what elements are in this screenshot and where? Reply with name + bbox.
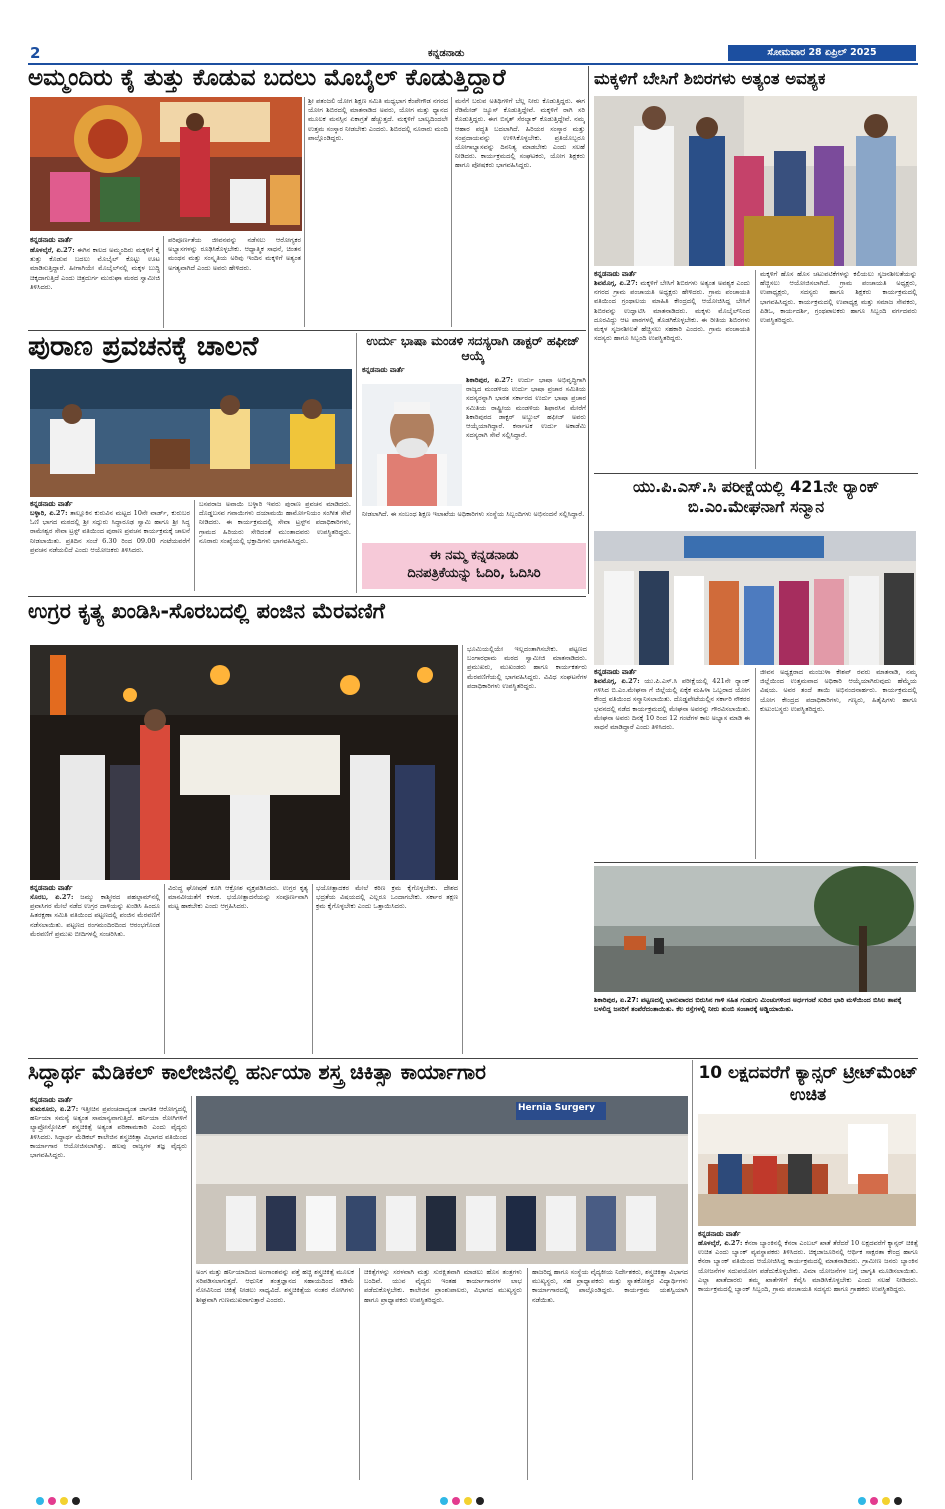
a5-place: ಶಿವಮೊಗ್ಗ, ಏ.27: (594, 677, 640, 685)
dot-yellow-icon (464, 1497, 472, 1505)
a6-text-col1: ಜಮ್ಮು ಕಾಶ್ಮೀರದ ಪಹಲ್ಗಾಮ್‌ನಲ್ಲಿ ಪ್ರವಾಸಿಗರ ಮೇಲೆ ನಡೆದ ಉಗ್ರರ ದಾಳಿಯನ್ನು ಖಂಡಿಸಿ ಹಿಂದೂ ಹಿತರಕ್ಷಣಾ ಸಮಿತಿ ವತಿಯಿಂದ ಪಟ್ಟಣದಲ್ಲಿ ಪಂಜಿನ ಮೆರವಣಿಗೆ ನಡೆಸಲಾಯಿತು. ಪಟ್ಟಣದ ರಂಗಮಂದಿರದಿಂದ ಆರಂಭಗೊಂಡ ಮೆರವಣಿಗೆ ಪ್ರಮುಖ ಬೀದಿಗಳಲ್ಲಿ ಸಂಚರಿಸಿತು. (30, 893, 160, 938)
a2-body-col1 (594, 279, 750, 469)
dot-magenta-icon (870, 1497, 878, 1505)
dot-black-icon (894, 1497, 902, 1505)
a1-place: ಹೊಳಲ್ಕೆರೆ, ಏ.27: (30, 246, 75, 254)
promo-line2: ದಿನಪತ್ರಿಕೆಯನ್ನು ಓದಿರಿ, ಓದಿಸಿರಿ (407, 566, 541, 581)
dot-magenta-icon (452, 1497, 460, 1505)
headline-urdu-board (362, 333, 584, 363)
a6-col-rule-2 (312, 884, 313, 1054)
a8-dateline: ಕನ್ನಡನಾಡು ವಾರ್ತೆ (30, 1096, 73, 1104)
a3-body-col1 (30, 509, 190, 591)
a6-body-col1 (30, 893, 160, 1053)
a2-text-col1: ಮಕ್ಕಳಿಗೆ ಬೇಸಿಗೆ ಶಿಬಿರಗಳು ಅತ್ಯಂತ ಅವಶ್ಯಕ ಎಂದು ನಗರದ ಗ್ರಾಮ ಪಂಚಾಯತಿ ಅಧ್ಯಕ್ಷರು ಹೇಳಿದರು. ಗ್ರಾಮ ಪಂಚಾಯತಿ ವತಿಯಿಂದ ಗ್ರಂಥಾಲಯ ಮಾಹಿತಿ ಕೇಂದ್ರದಲ್ಲಿ ಆಯೋಜಿಸಿದ್ದ ಬೇಸಿಗೆ ಶಿಬಿರವನ್ನು ಉದ್ಘಾಟಿಸಿ ಮಾತನಾಡಿದರು. ಮಕ್ಕಳು ಮೊಬೈಲ್‌ನಿಂದ ದೂರವಿದ್ದು ಆಟ ಪಾಠಗಳಲ್ಲಿ ತೊಡಗಿಕೊಳ್ಳಬೇಕು. ಈ ರೀತಿಯ ಶಿಬಿರಗಳು ಮಕ್ಕಳ ಸೃಜನಶೀಲತೆ ಹೆಚ್ಚಿಸಲು ಸಹಕಾರಿ ಎಂದರು. ಗ್ರಾಮ ಪಂಚಾಯತಿ ಸದಸ್ಯರು ಹಾಗೂ ಸಿಬ್ಬಂದಿ ಉಪಸ್ಥಿತರಿದ್ದರು. (594, 279, 750, 343)
dot-cyan-icon (858, 1497, 866, 1505)
paper-name: ಕನ್ನಡನಾಡು (428, 48, 465, 59)
dot-cyan-icon (440, 1497, 448, 1505)
a1-body-col2: ಪರಿಪೂರ್ಣತೆಯ ಜೀವನವನ್ನು ನಡೆಸಲು ಆರೋಗ್ಯಕರ ಅಭ್ಯಾಸಗಳನ್ನು ರೂಢಿಸಿಕೊಳ್ಳಬೇಕು. ಆಧ್ಯಾತ್ಮಿಕ ಸಾಧನೆ, ಚಿಂತನ ಮಂಥನ ಮತ್ತು ಸಂಸ್ಕೃತಿಯ ಅರಿವು ಇಂದಿನ ಮಕ್ಕಳಿಗೆ ಅತ್ಯಂತ ಅಗತ್ಯವಾಗಿದೆ ಎಂದು ಅವರು ಹೇಳಿದರು. (168, 236, 301, 272)
rule-a5-a7 (594, 862, 918, 863)
a9-place: ಹೊಳಲ್ಕೆರೆ, ಏ.27: (698, 1239, 743, 1247)
a4-body-col2: ನೀಡಲಾಗಿದೆ. ಈ ಸಂಬಂಧ ಶಿಕ್ಷಣ ಇಲಾಖೆಯ ಅಧಿಕಾರಿಗಳು ಸಂಸ್ಥೆಯ ಸಿಬ್ಬಂದಿಗಳು ಅಭಿನಂದನೆ ಸಲ್ಲಿಸಿದ್ದಾರೆ. (362, 510, 585, 518)
photo-upsc-felicitation (594, 531, 916, 665)
photo-summer-camp-lamp (594, 96, 917, 266)
a1-text-col1: ಈಗಿನ ಕಾಲದ ಅಮ್ಮಂದಿರು ಮಕ್ಕಳಿಗೆ ಕೈ ತುತ್ತು ಕೊಡುವ ಬದಲು ಮೊಬೈಲ್ ಕೊಟ್ಟು ಊಟ ಮಾಡಿಸುತ್ತಿದ್ದಾರೆ. ಹೀಗಾಗಿಯೇ ಮೊಬೈಲ್‌ನಲ್ಲಿ ಮಕ್ಕಳ ಬುದ್ಧಿ ಚಿಕ್ಕದಾಗುತ್ತಿದೆ ಎಂದು ಚಿತ್ರದುರ್ಗ ಮುರುಘಾ ಮಠದ ಸ್ವಾಮೀಜಿ ತಿಳಿಸಿದರು. (30, 246, 160, 291)
a9-text-col1: ಕೆನರಾ ಬ್ಯಾಂಕಿನಲ್ಲಿ ಕೆನರಾ ಎಂಬಲ್ ಖಾತೆ ತೆರೆದರೆ 10 ಲಕ್ಷದವರೆಗೆ ಕ್ಯಾನ್ಸರ್ ಚಿಕಿತ್ಸೆ ಉಚಿತ ಎಂದು ಬ್ಯಾಂಕ್ ವ್ಯವಸ್ಥಾಪಕರು ತಿಳಿಸಿದರು. ಚಿಕ್ಕಜಾಜೂರಿನಲ್ಲಿ ಆರ್ಥಿಕ ಸಾಕ್ಷರತಾ ಕೇಂದ್ರ ಹಾಗೂ ಕೆನರಾ ಬ್ಯಾಂಕ್ ವತಿಯಿಂದ ಆಯೋಜಿಸಿದ್ದ ಕಾರ್ಯಕ್ರಮದಲ್ಲಿ ಮಾತನಾಡಿದರು. ಗ್ರಾಮೀಣ ಜನರು ಬ್ಯಾಂಕಿನ ಯೋಜನೆಗಳ ಸದುಪಯೋಗ ಪಡೆದುಕೊಳ್ಳಬೇಕು. ವಿಮಾ ಯೋಜನೆಗಳ ಬಗ್ಗೆ ಜಾಗೃತಿ ಮೂಡಿಸಲಾಯಿತು. ಎಲ್ಲಾ ಖಾತೆದಾರರು ತಮ್ಮ ಖಾತೆಗಳಿಗೆ ಕೆವೈಸಿ ಮಾಡಿಸಿಕೊಳ್ಳಬೇಕು ಎಂದು ಸಲಹೆ ನೀಡಿದರು. ಕಾರ್ಯಕ್ರಮದಲ್ಲಿ ಬ್ಯಾಂಕ್ ಸಿಬ್ಬಂದಿ, ಗ್ರಾಮ ಪಂಚಾಯತಿ ಸದಸ್ಯರು ಹಾಗೂ ಗ್ರಾಹಕರು ಉಪಸ್ಥಿತರಿದ್ದರು. (698, 1239, 918, 1294)
a2-dateline: ಕನ್ನಡನಾಡು ವಾರ್ತೆ (594, 270, 637, 278)
a8-a9-rule (692, 1060, 693, 1480)
a1-col-rule-3 (451, 97, 452, 327)
page-column-rule (588, 66, 589, 594)
rule-a2-a5 (594, 473, 918, 474)
photo-rain (594, 866, 916, 992)
a6-col-rule-3 (462, 645, 463, 1054)
a3-place: ಬಳ್ಳಾರಿ, ಏ.27: (30, 509, 68, 517)
headline-urdu-board-text: ಉರ್ದು ಭಾಷಾ ಮಂಡಳಿ ಸದಸ್ಯರಾಗಿ ಡಾಕ್ಟರ್ ಹಫೀಜ್ ಆಯ್ಕೆ (366, 333, 580, 363)
a1-col-rule-2 (304, 97, 305, 327)
a9-body-col1 (698, 1239, 918, 1480)
a8-text-col1: ಇತ್ತೀಚಿನ ಪ್ರಪಂಚದಾದ್ಯಂತ ಜಾಗತಿಕ ಆರೋಗ್ಯದಲ್ಲಿ ಹರ್ನಿಯಾ ಸಮಸ್ಯೆ ಅತ್ಯಂತ ಸಾಮಾನ್ಯವಾಗುತ್ತಿದೆ. ಹರ್ನಿಯಾ ರೋಗಿಗಳಿಗೆ ಲ್ಯಾಪ್ರೋಸ್ಕೋಪಿಕ್ ಶಸ್ತ್ರಚಿಕಿತ್ಸೆ ಅತ್ಯಂತ ಪರಿಣಾಮಕಾರಿ ಎಂದು ವೈದ್ಯರು ತಿಳಿಸಿದರು. ಸಿದ್ಧಾರ್ಥ ಮೆಡಿಕಲ್ ಕಾಲೇಜಿನ ಶಸ್ತ್ರಚಿಕಿತ್ಸಾ ವಿಭಾಗದ ವತಿಯಿಂದ ಕಾರ್ಯಾಗಾರ ಆಯೋಜಿಸಲಾಗಿತ್ತು. ಹಲವು ರಾಜ್ಯಗಳ ತಜ್ಞ ವೈದ್ಯರು ಭಾಗವಹಿಸಿದ್ದರು. (30, 1105, 187, 1160)
a5-text-col1: ಯು.ಪಿ.ಎಸ್.ಸಿ ಪರೀಕ್ಷೆಯಲ್ಲಿ 421ನೇ ರ್‍ಯಾಂಕ್ ಗಳಿಸಿದ ಬಿ.ಎಂ.ಮೇಘನಾ ಗೆ ಜಿಲ್ಲೆಯಲ್ಲಿ ಏಕೈಕ ಮಹಿಳಾ ಒಬ್ಬರಾದ ಯೋಗ ಕೇಂದ್ರ ವತಿಯಿಂದ ಸನ್ಮಾನಿಸಲಾಯಿತು. ದೊಡ್ಡಪೇಟೆಯಲ್ಲಿನ ಸರ್ಕಾರಿ ನೌಕರರ ಭವನದಲ್ಲಿ ನಡೆದ ಕಾರ್ಯಕ್ರಮದಲ್ಲಿ ಮೇಘನಾ ಅವರನ್ನು ಗೌರವಿಸಲಾಯಿತು. ಮೇಘನಾ ಅವರು ದಿನಕ್ಕೆ 10 ರಿಂದ 12 ಗಂಟೆಗಳ ಕಾಲ ಅಭ್ಯಾಸ ಮಾಡಿ ಈ ಸಾಧನೆ ಮಾಡಿದ್ದಾರೆ ಎಂದು ತಿಳಿಸಿದರು. (594, 677, 750, 732)
a8-body-col4: ಹಾಜರಿದ್ದ ಹಾಗೂ ಸಂಸ್ಥೆಯ ವೈದ್ಯಕೀಯ ನಿರ್ದೇಶಕರು, ಶಸ್ತ್ರಚಿಕಿತ್ಸಾ ವಿಭಾಗದ ಮುಖ್ಯಸ್ಥರು, ಸಹ ಪ್ರಾಧ್ಯಾಪಕರು ಮತ್ತು ಸ್ನಾತಕೋತ್ತರ ವಿದ್ಯಾರ್ಥಿಗಳು ಕಾರ್ಯಾಗಾರದಲ್ಲಿ ಪಾಲ್ಗೊಂಡಿದ್ದರು. ಕಾರ್ಯಕ್ರಮ ಯಶಸ್ವಿಯಾಗಿ ನಡೆಯಿತು. (532, 1268, 688, 1304)
photo-banner-text: Hernia Surgery (518, 1103, 595, 1113)
promo-line1: ಈ ನಮ್ಮ ಕನ್ನಡನಾಡು (429, 548, 519, 563)
a6-body-col4: ಭೂಮಿಯಲ್ಲಿಯೇ ಇಲ್ಲದಂತಾಗಿಸಬೇಕು. ಪಟ್ಟಣದ ಬಂಗಾರಧಾಮ ಮಠದ ಸ್ವಾಮೀಜಿ ಮಾತನಾಡಿದರು. ಪ್ರಮುಖರು, ಮುಖಂಡರು ಹಾಗೂ ಕಾರ್ಯಕರ್ತರು ಮೆರವಣಿಗೆಯಲ್ಲಿ ಭಾಗವಹಿಸಿದ್ದರು. ವಿವಿಧ ಸಂಘಟನೆಗಳ ಪದಾಧಿಕಾರಿಗಳು ಉಪಸ್ಥಿತರಿದ್ದರು. (467, 645, 587, 690)
a8-col-rule-1 (191, 1096, 192, 1480)
a8-body-col1 (30, 1105, 187, 1480)
photo-yoga-camp-stage (30, 97, 302, 231)
a8-body-col2: ಅಂಗ ಮತ್ತು ಹರ್ನಿಯಾದಿಂದ ಅಂಗಾಂಶವನ್ನು ಪತ್ತೆ ಹಚ್ಚಿ ಶಸ್ತ್ರಚಿಕಿತ್ಸೆ ಮೂಲಕ ಸರಿಪಡಿಸಲಾಗುತ್ತದೆ. ಆಧುನಿಕ ತಂತ್ರಜ್ಞಾನದ ಸಹಾಯದಿಂದ ಕಡಿಮೆ ನೋವಿನಿಂದ ಚಿಕಿತ್ಸೆ ನೀಡಲು ಸಾಧ್ಯವಿದೆ. ಶಸ್ತ್ರಚಿಕಿತ್ಸೆಯ ನಂತರ ರೋಗಿಗಳು ಶೀಘ್ರವಾಗಿ ಗುಣಮುಖರಾಗುತ್ತಾರೆ ಎಂದರು. (196, 1268, 354, 1304)
photo-torch-procession (30, 645, 458, 880)
a3-dateline: ಕನ್ನಡನಾಡು ವಾರ್ತೆ (30, 500, 73, 508)
a8-place: ತುಮಕೂರು, ಏ.27: (30, 1105, 79, 1113)
dot-magenta-icon (48, 1497, 56, 1505)
a3-a4-rule (356, 333, 357, 593)
masthead (28, 46, 918, 62)
a8-col-rule-3 (527, 1268, 528, 1480)
promo-box (362, 543, 586, 589)
dot-black-icon (72, 1497, 80, 1505)
registration-dots-right (858, 1490, 906, 1509)
photo-purana-stage (30, 369, 352, 497)
a5-col-rule (755, 668, 756, 859)
a9-dateline: ಕನ್ನಡನಾಡು ವಾರ್ತೆ (698, 1230, 741, 1238)
a6-col-rule-1 (164, 884, 165, 1054)
a6-body-col3: ಭಯೋತ್ಪಾದಕರ ಮೇಲೆ ಕಠಿಣ ಕ್ರಮ ಕೈಗೊಳ್ಳಬೇಕು. ದೇಶದ ಭದ್ರತೆಯ ವಿಷಯದಲ್ಲಿ ಎಲ್ಲರೂ ಒಂದಾಗಬೇಕು. ಸರ್ಕಾರ ತಕ್ಷಣ ಕ್ರಮ ಕೈಗೊಳ್ಳಬೇಕು ಎಂದು ಒತ್ತಾಯಿಸಿದರು. (316, 884, 458, 911)
headline-hernia-workshop: ಸಿದ್ಧಾರ್ಥ ಮೆಡಿಕಲ್ ಕಾಲೇಜಿನಲ್ಲಿ ಹರ್ನಿಯಾ ಶಸ್ತ್ರ ಚಿಕಿತ್ಸಾ ಕಾರ್ಯಾಗಾರ (28, 1060, 487, 1084)
a8-body-col3: ಚಿಕಿತ್ಸೆಗಳನ್ನು ಸರಳವಾಗಿ ಮತ್ತು ಸುರಕ್ಷಿತವಾಗಿ ಮಾಡಲು ಹೊಸ ತಂತ್ರಗಳು ಬಂದಿವೆ. ಯುವ ವೈದ್ಯರು ಇಂತಹ ಕಾರ್ಯಾಗಾರಗಳ ಲಾಭ ಪಡೆದುಕೊಳ್ಳಬೇಕು. ಕಾಲೇಜಿನ ಪ್ರಾಂಶುಪಾಲರು, ವಿಭಾಗದ ಮುಖ್ಯಸ್ಥರು ಹಾಗೂ ಪ್ರಾಧ್ಯಾಪಕರು ಉಪಸ್ಥಿತರಿದ್ದರು. (364, 1268, 522, 1304)
dot-yellow-icon (60, 1497, 68, 1505)
a3-text-col1: ತಾಲ್ಲೂಕಿನ ಕುರುವಿನ ಮಟ್ಟದ 10ನೇ ವಾರ್ಡ್, ಕುರುಬರ ಓಣಿ ಭಾಗದ ಮಠದಲ್ಲಿ ಶ್ರೀ ಸದ್ಗುರು ಸಿದ್ಧಾರೂಢ ಸ್ವಾಮಿ ಹಾಗೂ ಶ್ರೀ ಸಿದ್ಧ ರಾಮೇಶ್ವರ ಸೇವಾ ಟ್ರಸ್ಟ್ ವತಿಯಿಂದ ಪುರಾಣ ಪ್ರವಚನ ಕಾರ್ಯಕ್ರಮಕ್ಕೆ ಚಾಲನೆ ನೀಡಲಾಯಿತು. ಪ್ರತಿದಿನ ಸಂಜೆ 6.30 ರಿಂದ 09.00 ಗಂಟೆಯವರೆಗೆ ಪ್ರವಚನ ನಡೆಯಲಿದೆ ಎಂದು ಆಯೋಜಕರು ತಿಳಿಸಿದರು. (30, 509, 190, 554)
dot-black-icon (476, 1497, 484, 1505)
registration-dots-mid (440, 1490, 488, 1509)
a3-col-rule (194, 500, 195, 591)
a1-col-rule (163, 236, 164, 328)
headline-sorab-procession: ಉಗ್ರರ ಕೃತ್ಯ ಖಂಡಿಸಿ-ಸೊರಬದಲ್ಲಿ ಪಂಜಿನ ಮೆರವಣಿಗೆ (28, 599, 385, 623)
a1-body-col1 (30, 246, 160, 328)
a3-body-col2: ಬಸವರಾಜ ಅವಾಯಿ ಬಳ್ಳಾರಿ ಇವರು ಪುರಾಣ ಪ್ರವಚನ ಮಾಡಿದರು. ದೊಡ್ಡಬಸವ ಗವಾಯಿಗಳು ದಯಾಮಯಿ ಹಾರ್ಮೋನಿಯಂ ಸಂಗೀತ ಸೇವೆ ನೀಡಿದರು. ಈ ಕಾರ್ಯಕ್ರಮದಲ್ಲಿ ಸೇವಾ ಟ್ರಸ್ಟ್‌ನ ಪದಾಧಿಕಾರಿಗಳು, ಗ್ರಾಮದ ಹಿರಿಯರು ಸೇರಿದಂತೆ ಮುಂತಾದವರು ಉಪಸ್ಥಿತರಿದ್ದರು. ನೂರಾರು ಸಂಖ್ಯೆಯಲ್ಲಿ ಭಕ್ತಾದಿಗಳು ಭಾಗವಹಿಸಿದ್ದರು. (199, 500, 351, 545)
a1-body-col3: ಶ್ರೀ ಪತಂಜಲಿ ಯೋಗ ಶಿಕ್ಷಣ ಸಮಿತಿ ಮಧ್ಯಭಾಗ ಕೆಂಪೇಗೌಡ ನಗರದ ಯೋಗ ಶಿಬಿರದಲ್ಲಿ ಮಾತನಾಡಿದ ಅವರು, ಯೋಗ ಮತ್ತು ಧ್ಯಾನದ ಮೂಲಕ ಮನಸ್ಸಿನ ಏಕಾಗ್ರತೆ ಹೆಚ್ಚುತ್ತದೆ. ಮಕ್ಕಳಿಗೆ ಬಾಲ್ಯದಿಂದಲೇ ಉತ್ತಮ ಸಂಸ್ಕಾರ ನೀಡಬೇಕು ಎಂದರು. ಶಿಬಿರದಲ್ಲಿ ನೂರಾರು ಮಂದಿ ಪಾಲ್ಗೊಂಡಿದ್ದರು. (308, 97, 448, 142)
a6-place: ಸೊರಬ, ಏ.27: (30, 893, 74, 901)
registration-dots-left (36, 1490, 84, 1509)
a1-dateline: ಕನ್ನಡನಾಡು ವಾರ್ತೆ (30, 236, 73, 244)
page-number: 2 (30, 44, 41, 62)
a5-body-col2: ಜೀವನ ಅಧ್ಯಕ್ಷರಾದ ಮಂಜುಳಾ ಕೇಶವ್ ರವರು ಮಾತನಾಡಿ, ನಮ್ಮ ಜಿಲ್ಲೆಯಿಂದ ಉತ್ತಮವಾದ ಅಧಿಕಾರಿ ಆಯ್ಕೆಯಾಗಿರುವುದು ಹೆಮ್ಮೆಯ ವಿಷಯ. ಅವರ ತಂದೆ ತಾಯಿ ಅಭಿನಂದನಾರ್ಹರು. ಕಾರ್ಯಕ್ರಮದಲ್ಲಿ ಯೋಗ ಕೇಂದ್ರದ ಪದಾಧಿಕಾರಿಗಳು, ಗಣ್ಯರು, ಹಿತೈಷಿಗಳು ಹಾಗೂ ಕುಟುಂಬಸ್ಥರು ಉಪಸ್ಥಿತರಿದ್ದರು. (760, 668, 917, 713)
a8-col-rule-2 (359, 1268, 360, 1480)
photo-canara-bank-event (698, 1114, 916, 1226)
headline-purana: ಪುರಾಣ ಪ್ರವಚನಕ್ಕೆ ಚಾಲನೆ (28, 331, 259, 362)
a5-dateline: ಕನ್ನಡನಾಡು ವಾರ್ತೆ (594, 668, 637, 676)
rule-a3-a6 (28, 596, 586, 597)
a2-col-rule (755, 270, 756, 469)
dot-yellow-icon (882, 1497, 890, 1505)
masthead-date: ಸೋಮವಾರ 28 ಏಪ್ರಿಲ್ 2025 (728, 45, 916, 61)
headline-summer-camps: ಮಕ್ಕಳಿಗೆ ಬೇಸಿಗೆ ಶಿಬಿರಗಳು ಅತ್ಯಂತ ಅವಶ್ಯಕ (594, 69, 826, 88)
headline-upsc (594, 477, 918, 517)
photo-hernia-group (196, 1096, 688, 1264)
photo-dr-hafeez (362, 384, 462, 506)
a2-place: ಶಿವಮೊಗ್ಗ, ಏ.27: (594, 279, 638, 287)
a7-caption: ಶಿಕಾರಿಪುರ, ಏ.27: ಪಟ್ಟಣದಲ್ಲಿ ಭಾನುವಾರದ ಬಿರುಸಿನ ಗಾಳಿ ಸಹಿತ ಗುಡುಗು ಮಿಂಚುಗಳಿಂದ ಅರ್ಧಗಂಟೆ ಸುರಿದ ಭಾರಿ ಮಳೆಯಿಂದ ಬಿಸಿಲ ತಾಪಕ್ಕೆ ಬಳಲಿದ್ದ ಜನರಿಗೆ ತಂಪೆರೆದಂತಾಯಿತು. ಕೆಲ ರಸ್ತೆಗಳಲ್ಲಿ ನೀರು ತುಂಬಿ ಸಂಚಾರಕ್ಕೆ ಅಡ್ಡಿಯಾಯಿತು. (594, 996, 902, 1013)
a4-body-col1 (466, 376, 586, 516)
a5-body-col1 (594, 677, 750, 859)
dot-cyan-icon (36, 1497, 44, 1505)
headline-upsc-text: ಯು.ಪಿ.ಎಸ್.ಸಿ ಪರೀಕ್ಷೆಯಲ್ಲಿ 421ನೇ ರ್‍ಯಾಂಕ್ ಬಿ.ಎಂ.ಮೇಘನಾಗೆ ಸನ್ಮಾನ (632, 477, 880, 516)
rule-mid-bottom (28, 1058, 918, 1059)
a2-body-col2: ಮಕ್ಕಳಿಗೆ ಹೊಸ ಹೊಸ ಚಟುವಟಿಕೆಗಳನ್ನು ಕಲಿಯಲು ಸೃಜನಶೀಲತೆಯನ್ನು ಹೆಚ್ಚಿಸಲು ಆಯೋಜಿಸಲಾಗಿದೆ. ಗ್ರಾಮ ಪಂಚಾಯತಿ ಅಧ್ಯಕ್ಷರು, ಉಪಾಧ್ಯಕ್ಷರು, ಸದಸ್ಯರು ಹಾಗೂ ಶಿಕ್ಷಕರು ಕಾರ್ಯಕ್ರಮದಲ್ಲಿ ಭಾಗವಹಿಸಿದ್ದರು. ಕಾರ್ಯಕ್ರಮದಲ್ಲಿ ಉಪಾಧ್ಯಕ್ಷ ಮತ್ತು ಸಮಾಜ ಸೇವಕರು, ಪಿಡಿಒ, ಕಾರ್ಯದರ್ಶಿ, ಗ್ರಂಥಪಾಲಕರು ಹಾಗೂ ಸಿಬ್ಬಂದಿ ವರ್ಗದವರು ಉಪಸ್ಥಿತರಿದ್ದರು. (760, 270, 917, 325)
a6-body-col2: ವಿರುದ್ಧ ಘೋಷಣೆ ಕೂಗಿ ಆಕ್ರೋಶ ವ್ಯಕ್ತಪಡಿಸಿದರು. ಉಗ್ರರ ಕೃತ್ಯ ಮಾನವೀಯತೆಗೆ ಕಳಂಕ. ಭಯೋತ್ಪಾದನೆಯನ್ನು ಸಂಪೂರ್ಣವಾಗಿ ಮಟ್ಟ ಹಾಕಬೇಕು ಎಂದು ಆಗ್ರಹಿಸಿದರು. (168, 884, 308, 911)
headline-cancer-text: 10 ಲಕ್ಷದವರೆಗೆ ಕ್ಯಾನ್ಸರ್ ಟ್ರೀಟ್‌ಮೆಂಟ್ ಉಚಿತ (698, 1063, 918, 1105)
headline-mothers-mobile: ಅಮ್ಮಂದಿರು ಕೈ ತುತ್ತು ಕೊಡುವ ಬದಲು ಮೊಬೈಲ್ ಕೊಡುತ್ತಿದ್ದಾರೆ (28, 65, 506, 91)
a1-body-col4: ಮನೆಗೆ ಬರುವ ಅತಿಥಿಗಳಿಗೆ ಬೆಲ್ಲ ನೀರು ಕೊಡುತ್ತಿದ್ದರು. ಈಗ ರೆಡಿಮೇಡ್ ಜ್ಯೂಸ್ ಕೊಡುತ್ತಿದ್ದೇವೆ. ಮಕ್ಕಳಿಗೆ ರಾಗಿ ಸರಿ ಕೊಡುತ್ತಿದ್ದರು. ಈಗ ಬಿಸ್ಕತ್ ಸೆರಲ್ಯಾಕ್ ಕೊಡುತ್ತಿದ್ದೇವೆ. ನಮ್ಮ ಆಹಾರ ಪದ್ಧತಿ ಬದಲಾಗಿದೆ. ಹಿರಿಯರ ಸಂಸ್ಕಾರ ಮತ್ತು ಸಂಪ್ರದಾಯವನ್ನು ಉಳಿಸಿಕೊಳ್ಳಬೇಕು. ಪ್ರತಿಯೊಬ್ಬರೂ ಯೋಗಾಭ್ಯಾಸವನ್ನು ದಿನನಿತ್ಯ ಮಾಡಬೇಕು ಎಂದು ಸಲಹೆ ನೀಡಿದರು. ಕಾರ್ಯಕ್ರಮದಲ್ಲಿ ಸಂಘಟಕರು, ಯೋಗ ಶಿಕ್ಷಕರು ಹಾಗೂ ಪೋಷಕರು ಭಾಗವಹಿಸಿದ್ದರು. (455, 97, 585, 170)
a4-place: ಶಿಕಾರಿಪುರ, ಏ.27: (466, 376, 513, 384)
a6-dateline: ಕನ್ನಡನಾಡು ವಾರ್ತೆ (30, 884, 73, 892)
a4-dateline: ಕನ್ನಡನಾಡು ವಾರ್ತೆ (362, 366, 405, 374)
a4-text-col1: ಉರ್ದು ಭಾಷಾ ಅಭಿವೃದ್ಧಿಗಾಗಿ ರಾಜ್ಯದ ಮಂಡಳಿಯ ಉರ್ದು ಭಾಷಾ ಪ್ರಚಾರ ಸಮಿತಿಯ ಸದಸ್ಯರನ್ನಾಗಿ ಭಾರತ ಸರ್ಕಾರದ ಉರ್ದು ಭಾಷಾ ಪ್ರಚಾರ ಸಮಿತಿಯ ರಾಷ್ಟ್ರೀಯ ಮಂಡಳಿಯ ಶಿಫಾರಸಿನ ಮೇರೆಗೆ ಶಿಕಾರಿಪುರದ ಡಾಕ್ಟರ್ ಅಬ್ದುಲ್ ಹಫೀಜ್ ಅವರು ಆಯ್ಕೆಯಾಗಿದ್ದಾರೆ. ಕರ್ನಾಟಕ ಉರ್ದು ಅಕಾಡೆಮಿ ಸದಸ್ಯರಾಗಿ ಸೇವೆ ಸಲ್ಲಿಸಿದ್ದಾರೆ. (466, 376, 586, 440)
headline-cancer-treatment (698, 1062, 918, 1106)
